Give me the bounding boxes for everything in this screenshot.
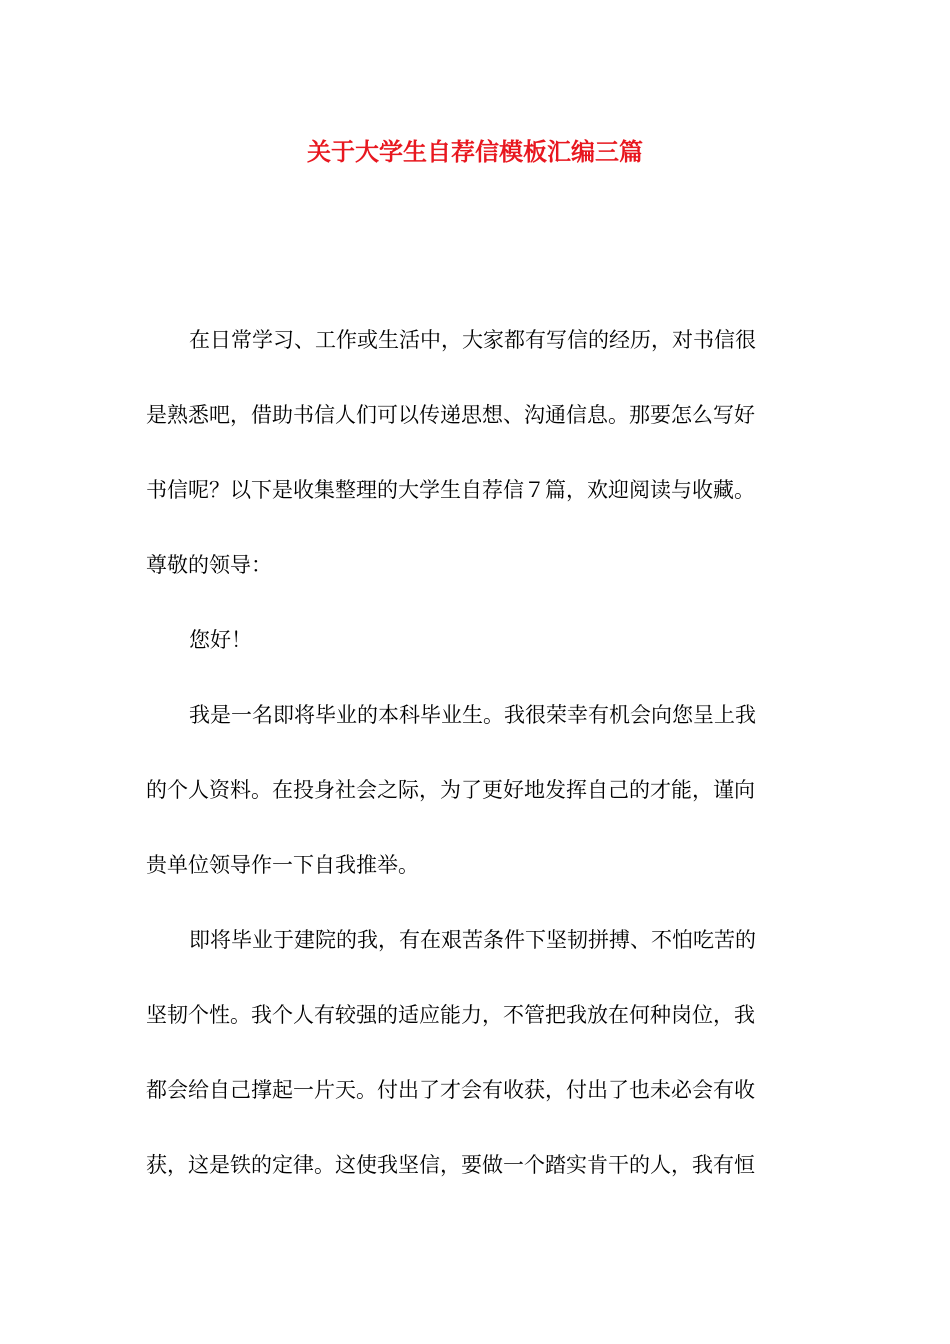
body-line-9: 即将毕业于建院的我，有在艰苦条件下坚韧拼搏、不怕吃苦的: [189, 928, 756, 952]
body-line-10: 坚韧个性。我个人有较强的适应能力，不管把我放在何种岗位，我: [146, 1003, 755, 1027]
body-line-6: 我是一名即将毕业的本科毕业生。我很荣幸有机会向您呈上我: [189, 703, 756, 727]
body-line-12: 获，这是铁的定律。这使我坚信，要做一个踏实肯干的人，我有恒: [146, 1153, 755, 1177]
document-title: 关于大学生自荐信模板汇编三篇: [307, 137, 643, 166]
salutation: 尊敬的领导：: [146, 553, 272, 577]
greeting: 您好！: [189, 628, 252, 652]
body-line-2: 是熟悉吧，借助书信人们可以传递思想、沟通信息。那要怎么写好: [146, 403, 755, 427]
body-line-1: 在日常学习、工作或生活中，大家都有写信的经历，对书信很: [189, 328, 756, 352]
body-line-3: 书信呢？以下是收集整理的大学生自荐信７篇，欢迎阅读与收藏。: [146, 478, 755, 502]
body-line-7: 的个人资料。在投身社会之际，为了更好地发挥自己的才能，谨向: [146, 778, 755, 802]
body-line-11: 都会给自己撑起一片天。付出了才会有收获，付出了也未必会有收: [146, 1078, 755, 1102]
body-line-8: 贵单位领导作一下自我推举。: [146, 853, 419, 877]
